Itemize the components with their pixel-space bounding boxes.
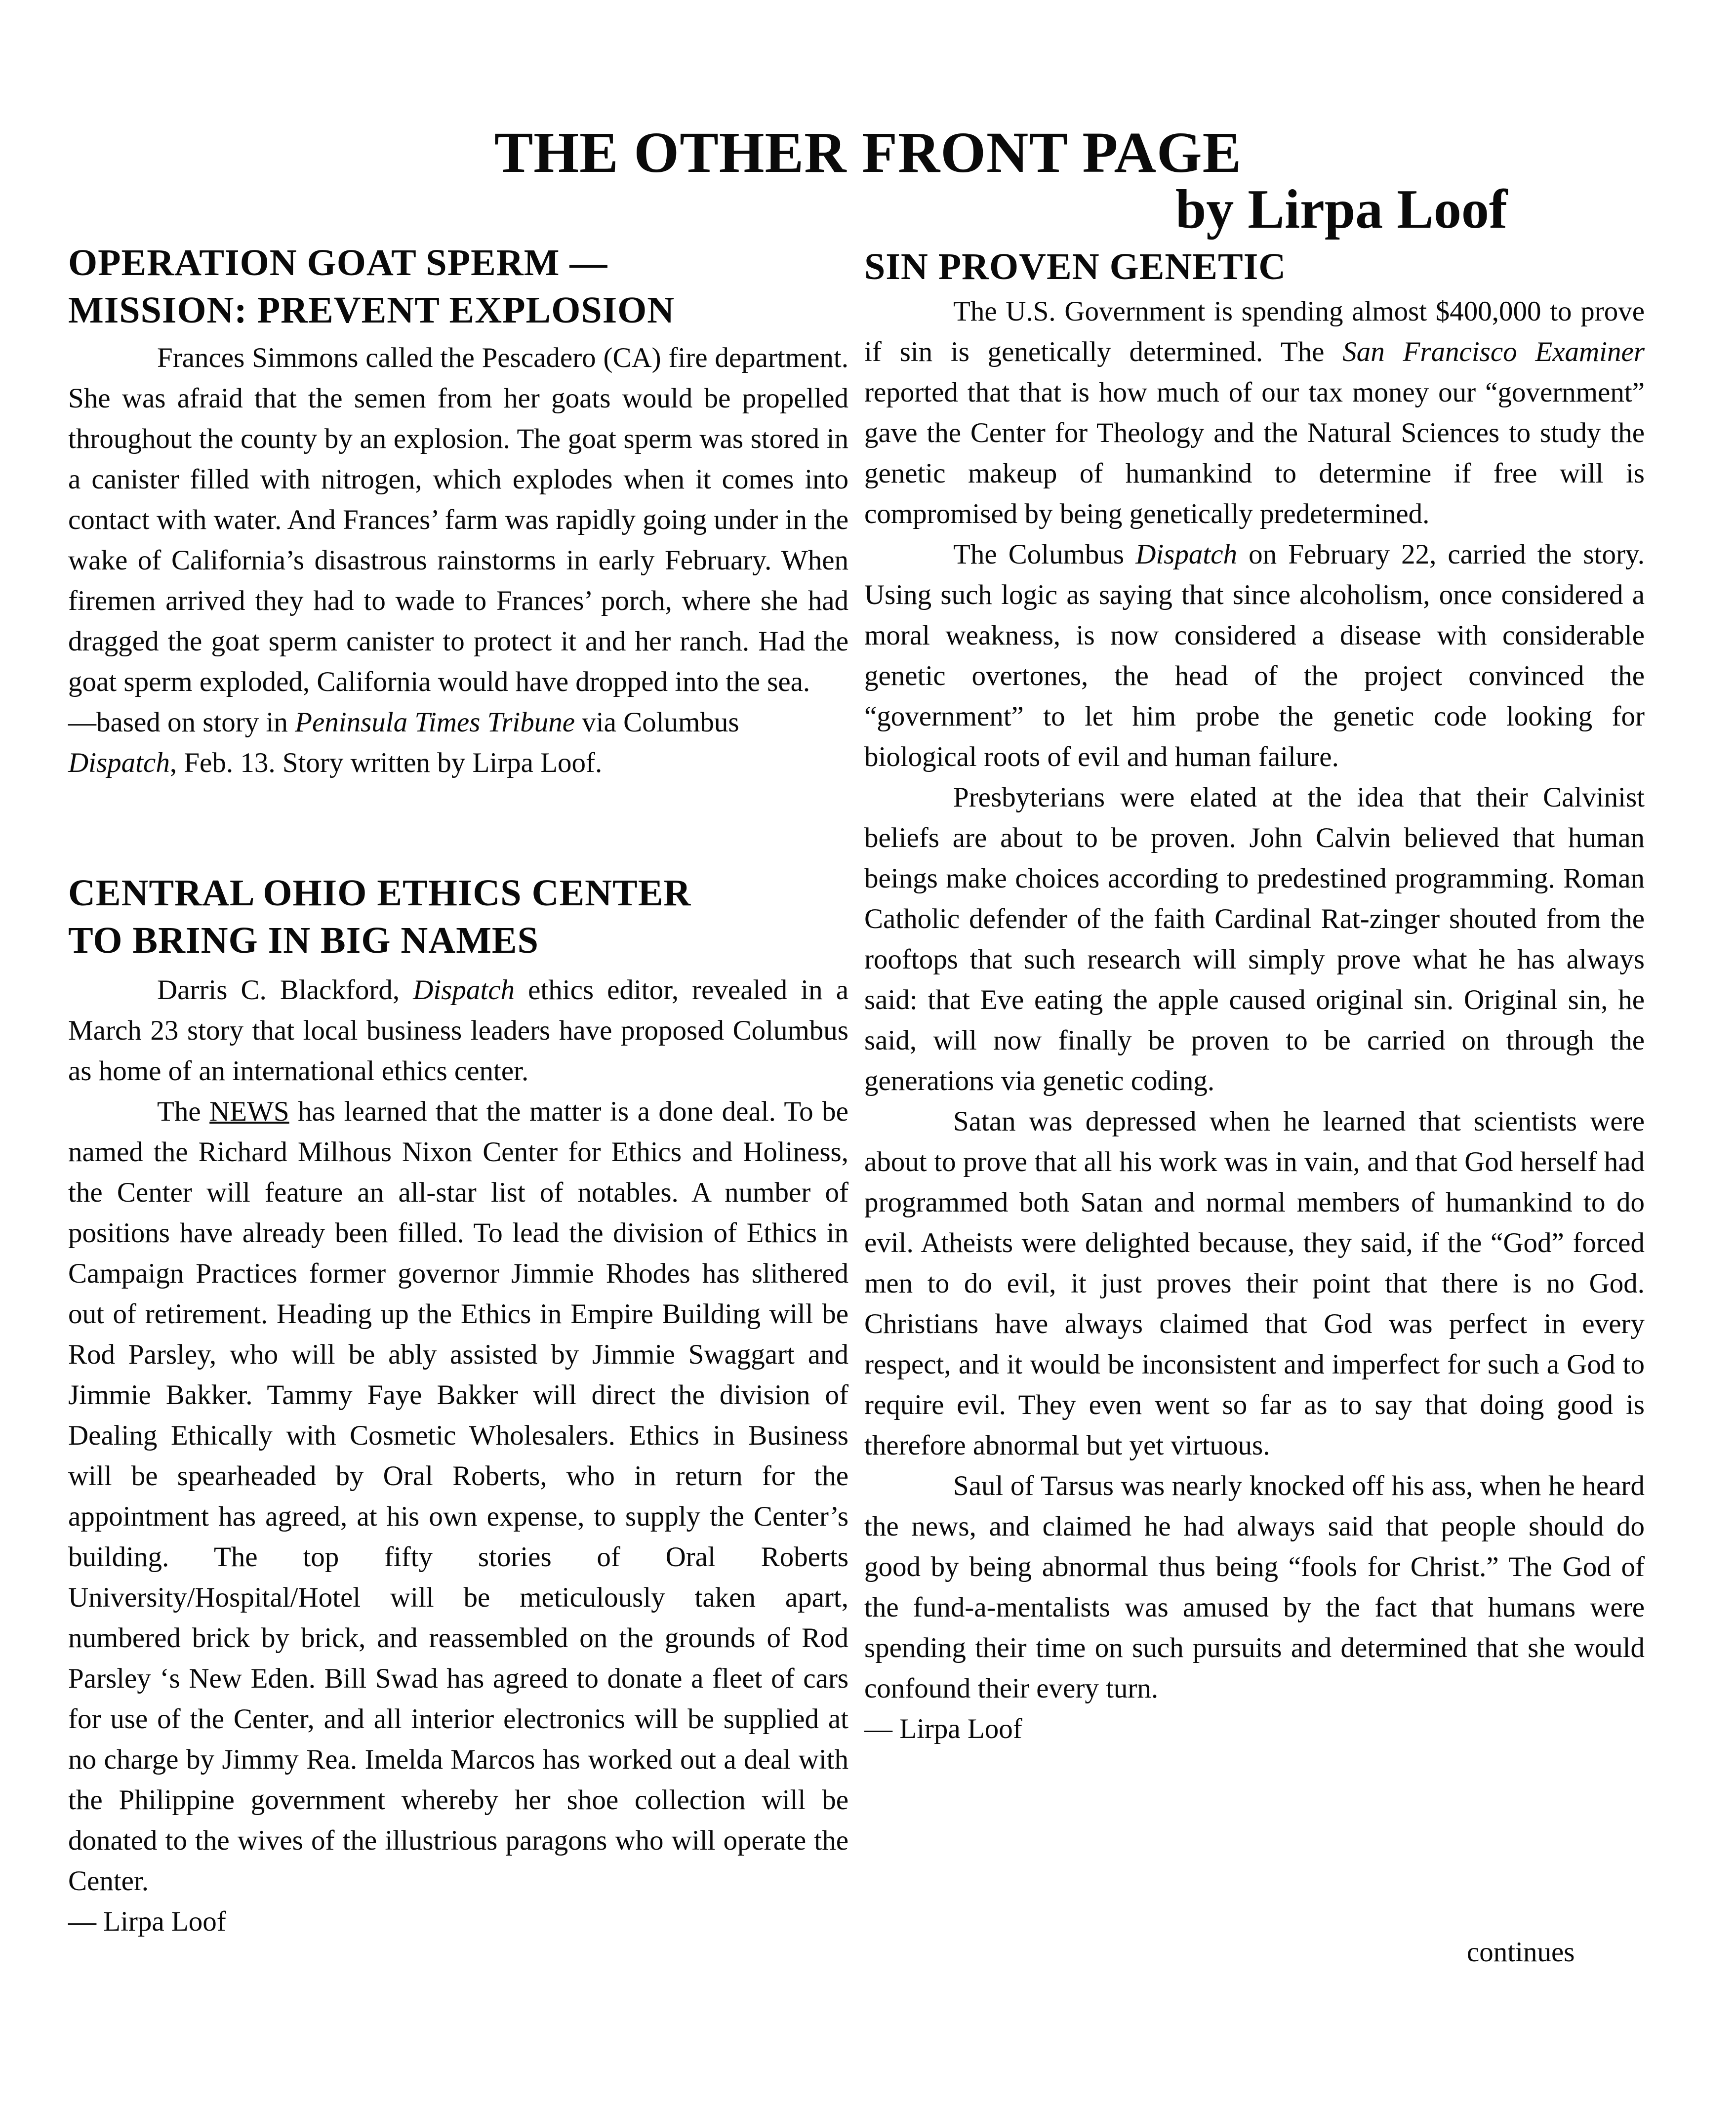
article-sin-genetic — [864, 243, 1645, 1749]
article-paragraph: Presbyterians were elated at the idea that their Calvinist beliefs are about to be proven. John Calvin believed that human beings make choices according to predestined programming. Roman Catholic defender of the faith Cardinal Rat-zinger shouted from the rooftops that such research will simply prove what he has always said: that Eve eating the apple caused original sin. Original sin, he said, will now finally be proven to be carried on through the generations via genetic coding. — [864, 782, 1645, 1096]
headline-sin-genetic — [864, 243, 1645, 290]
publication-name: San Francisco Examiner — [1342, 336, 1645, 367]
article-paragraph: Saul of Tarsus was nearly knocked off his ass, when he heard the news, and claimed he had always said that people should do good by being abnormal thus being “fools for Christ.” The God of the fund-a-mentalists was amused by the fact that humans were spending their time on such pursuits and determined that she would confound their every turn. — [864, 1470, 1645, 1704]
publication-name: Peninsula Times Tribune — [295, 707, 575, 738]
text-run: reported that that is how much of our tax money our “government” gave the Center for Theology and the Natural Sciences to study the genetic makeup of humankind to determine if free will is compromised by being genetically predetermined. — [864, 377, 1645, 529]
text-run: has learned that the matter is a done deal. To be named the Richard Milhous Nixon Center for Ethics and Holiness, the Center will feature an all-star list of notables. A number of positions have already been filled. To lead the division of Ethics in Campaign Practices former governor Jimmie Rhodes has slithered out of retirement. Heading up the Ethics in Empire Building will be Rod Parsley, who will be ably assisted by Jimmie Swaggart and Jimmie Bakker. Tammy Faye Bakker will direct the division of Dealing Ethically with Cosmetic Wholesalers. Ethics in Business will be spearheaded by Oral Roberts, who in return for the appointment has agreed, at his own expense, to supply the Center’s building. The top fifty stories of Oral Roberts University/Hospital/Hotel will be meticulously taken apart, numbered brick by brick, and reassembled on the grounds of Rod Parsley ‘s New Eden. Bill Swad has agreed to donate a fleet of cars for use of the Center, and all interior electronics will be supplied at no charge by Jimmy Rea. Imelda Marcos has worked out a deal with the Philippine government whereby her shoe collection will be donated to the wives of the illustrious paragons who will operate the Center. — [68, 1096, 848, 1897]
headline-line: SIN PROVEN GENETIC — [864, 246, 1287, 287]
text-run: The — [157, 1096, 210, 1127]
text-run: ethics editor, revealed in a March 23 story that local business leaders have proposed Columbus as home of an international ethics center. — [68, 974, 848, 1087]
headline-ethics-center — [68, 869, 848, 964]
article-paragraph — [68, 1092, 848, 1902]
byline: by Lirpa Loof — [1175, 179, 1508, 240]
headline-goat-sperm — [68, 239, 848, 334]
headline-line: MISSION: PREVENT EXPLOSION — [68, 289, 675, 331]
publication-name: Dispatch — [1135, 539, 1238, 570]
source-note-suffix: , Feb. 13. Story written by Lirpa Loof. — [169, 747, 603, 778]
continues-label: continues — [1467, 1937, 1575, 1968]
headline-line: OPERATION GOAT SPERM — — [68, 242, 608, 283]
signature: — Lirpa Loof — [864, 1713, 1022, 1744]
article-goat-sperm — [68, 239, 848, 783]
masthead-title: THE OTHER FRONT PAGE — [494, 120, 1242, 185]
publication-name: Dispatch — [413, 974, 515, 1006]
source-note-middle: via Columbus — [575, 707, 739, 738]
article-paragraph — [864, 534, 1645, 777]
headline-line: TO BRING IN BIG NAMES — [68, 920, 539, 961]
text-run: on February 22, carried the story. Using such logic as saying that since alcoholism, once considered a moral weakness, is now considered a disease with considerable genetic overtones, the head of the project convinced the “government” to let him probe the genetic code looking for biological roots of evil and human failure. — [864, 539, 1645, 772]
headline-line: CENTRAL OHIO ETHICS CENTER — [68, 872, 691, 914]
source-note — [68, 702, 848, 783]
news-underlined: NEWS — [209, 1096, 289, 1127]
article-paragraph — [68, 970, 848, 1092]
article-ethics-center — [68, 869, 848, 1942]
publication-name: Dispatch — [68, 747, 170, 778]
article-paragraph: Satan was depressed when he learned that scientists were about to prove that all his work was in vain, and that God herself had programmed both Satan and normal members of humankind to do evil. Atheists were delighted because, they said, if the “God” forced men to do evil, it just proves their point that there is no God. Christians have always claimed that God was perfect in every respect, and it would be inconsistent and imperfect for such a God to require evil. They even went so far as to say that doing good is therefore abnormal but yet virtuous. — [864, 1106, 1645, 1461]
source-note-prefix: —based on story in — [68, 707, 295, 738]
text-run: The Columbus — [953, 539, 1136, 570]
article-paragraph — [864, 291, 1645, 534]
text-run: The U.S. Government is spending almost $400,000 to prove if sin is genetically determined. The — [864, 296, 1645, 367]
text-run: Darris C. Blackford, — [157, 974, 413, 1006]
article-paragraph: Frances Simmons called the Pescadero (CA) fire department. She was afraid that the semen from her goats would be propelled throughout the county by an explosion. The goat sperm was stored in a canister filled with nitrogen, which explodes when it comes into contact with water. And Frances’ farm was rapidly going under in the wake of California’s disastrous rainstorms in early February. When firemen arrived they had to wade to Frances’ porch, where she had dragged the goat sperm canister to protect it and her ranch. Had the goat sperm exploded, California would have dropped into the sea. — [68, 342, 848, 697]
signature: — Lirpa Loof — [68, 1906, 226, 1937]
